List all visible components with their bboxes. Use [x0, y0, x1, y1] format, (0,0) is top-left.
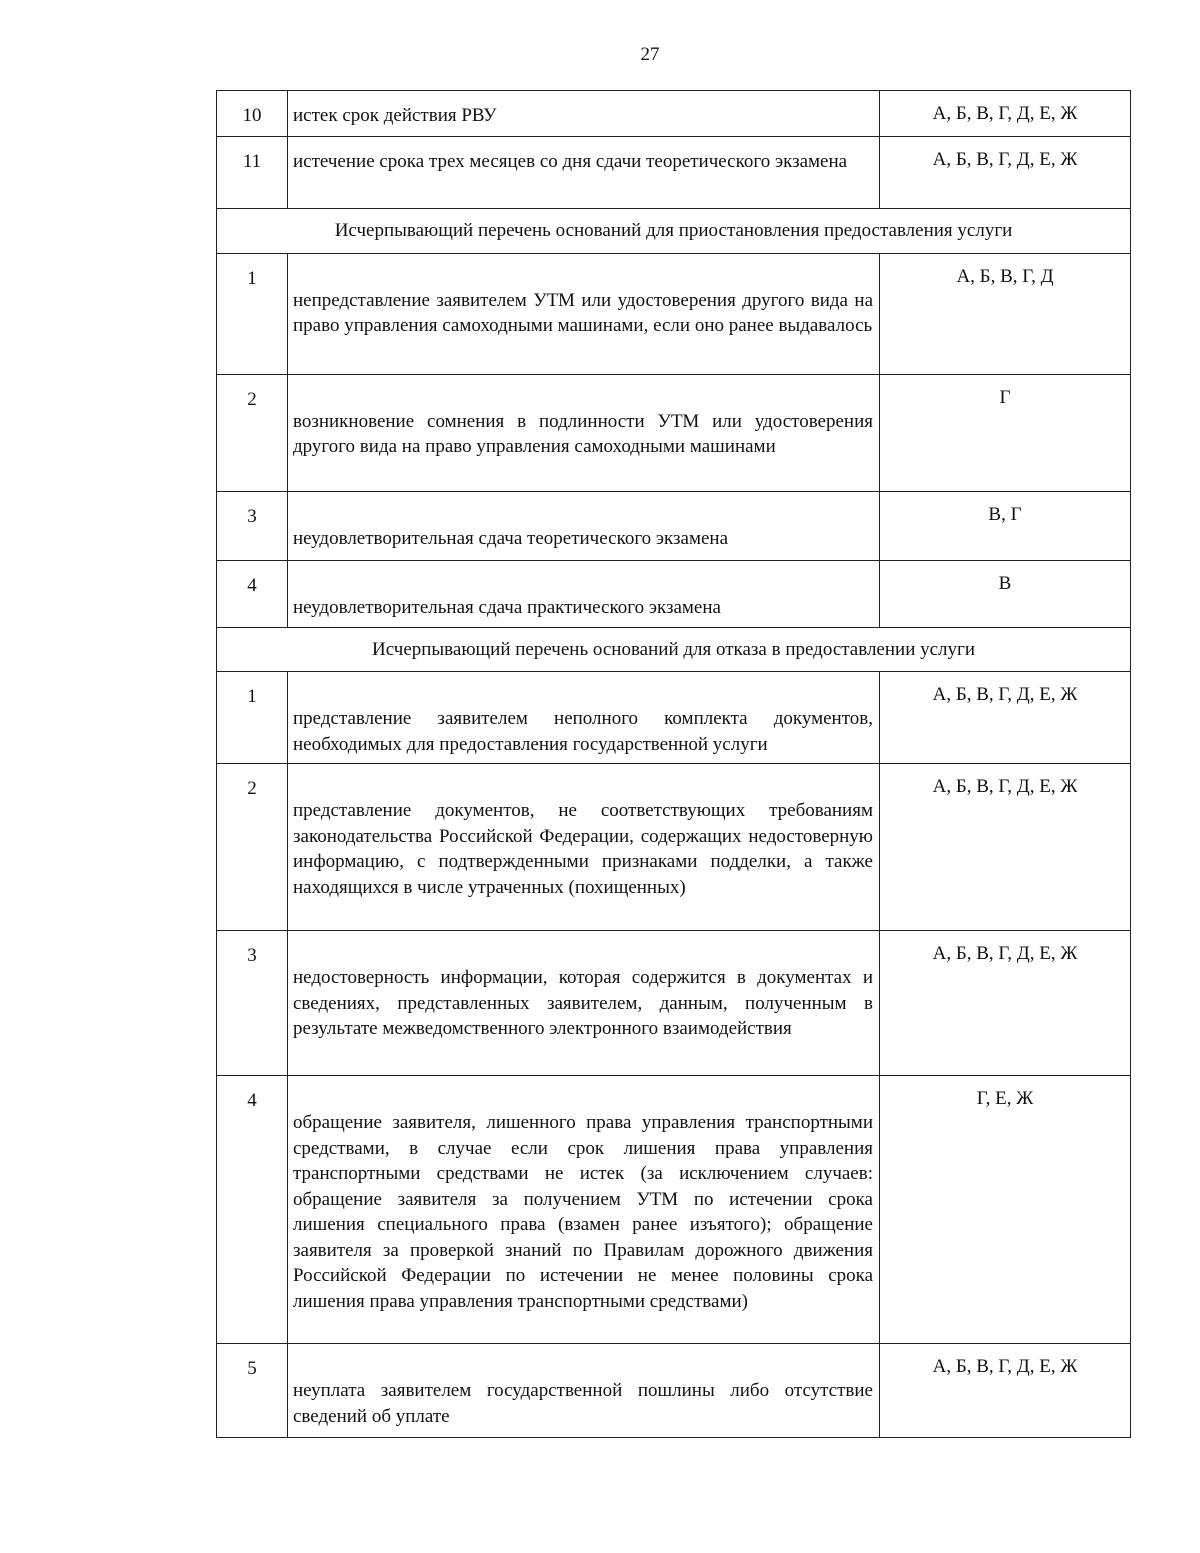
row-number: 3 [217, 931, 288, 1076]
row-categories: В [880, 560, 1131, 627]
row-text: обращение заявителя, лишенного права управления транспортными средствами, в случае если срок лишения права управления транспортными средствами не истек (за исключением случаев: обращение заявителя за получением УТМ по истечении срока лишения специального права (взамен ранее изъятого); обращение заявителя за проверкой знаний по Правилам дорожного движения Российской Федерации по истечении не менее половины срока лишения права управления транспортными средствами) [288, 1076, 880, 1344]
section-heading-row [217, 627, 1131, 672]
row-number: 4 [217, 560, 288, 627]
table-row [217, 253, 1131, 374]
row-text: неудовлетворительная сдача теоретического экзамена [288, 491, 880, 560]
row-categories: Г [880, 374, 1131, 491]
row-text: представление документов, не соответствующих требованиям законодательства Российской Федерации, содержащих недостоверную информацию, с подтвержденными признаками подделки, а также находящихся в числе утраченных (похищенных) [288, 764, 880, 931]
section-heading: Исчерпывающий перечень оснований для приостановления предоставления услуги [217, 209, 1131, 254]
row-text: истечение срока трех месяцев со дня сдачи теоретического экзамена [288, 137, 880, 209]
row-text: неудовлетворительная сдача практического экзамена [288, 560, 880, 627]
row-number: 1 [217, 253, 288, 374]
row-text: истек срок действия РВУ [288, 91, 880, 137]
row-categories: В, Г [880, 491, 1131, 560]
row-number: 10 [217, 91, 288, 137]
row-categories: А, Б, В, Г, Д, Е, Ж [880, 764, 1131, 931]
table-row [217, 1344, 1131, 1438]
table-row [217, 560, 1131, 627]
row-categories: А, Б, В, Г, Д [880, 253, 1131, 374]
row-text: непредставление заявителем УТМ или удостоверения другого вида на право управления самоходными машинами, если оно ранее выдавалось [288, 253, 880, 374]
table-row [217, 91, 1131, 137]
table-row [217, 672, 1131, 764]
page-number: 27 [640, 44, 660, 65]
row-categories: А, Б, В, Г, Д, Е, Ж [880, 1344, 1131, 1438]
table-row [217, 764, 1131, 931]
row-categories: А, Б, В, Г, Д, Е, Ж [880, 672, 1131, 764]
row-categories: Г, Е, Ж [880, 1076, 1131, 1344]
row-number: 11 [217, 137, 288, 209]
row-number: 4 [217, 1076, 288, 1344]
table-row [217, 1076, 1131, 1344]
row-categories: А, Б, В, Г, Д, Е, Ж [880, 91, 1131, 137]
row-number: 3 [217, 491, 288, 560]
row-text: возникновение сомнения в подлинности УТМ или удостоверения другого вида на право управления самоходными машинами [288, 374, 880, 491]
row-categories: А, Б, В, Г, Д, Е, Ж [880, 137, 1131, 209]
row-text: недостоверность информации, которая содержится в документах и сведениях, представленных заявителем, данным, полученным в результате межведомственного электронного взаимодействия [288, 931, 880, 1076]
row-number: 2 [217, 764, 288, 931]
table-row [217, 137, 1131, 209]
row-categories: А, Б, В, Г, Д, Е, Ж [880, 931, 1131, 1076]
table-row [217, 374, 1131, 491]
section-heading: Исчерпывающий перечень оснований для отказа в предоставлении услуги [217, 627, 1131, 672]
row-number: 5 [217, 1344, 288, 1438]
row-text: представление заявителем неполного комплекта документов, необходимых для предоставления государственной услуги [288, 672, 880, 764]
table-row [217, 491, 1131, 560]
row-number: 1 [217, 672, 288, 764]
table-row [217, 931, 1131, 1076]
row-text: неуплата заявителем государственной пошлины либо отсутствие сведений об уплате [288, 1344, 880, 1438]
grounds-table [216, 90, 1131, 1438]
row-number: 2 [217, 374, 288, 491]
section-heading-row [217, 209, 1131, 254]
